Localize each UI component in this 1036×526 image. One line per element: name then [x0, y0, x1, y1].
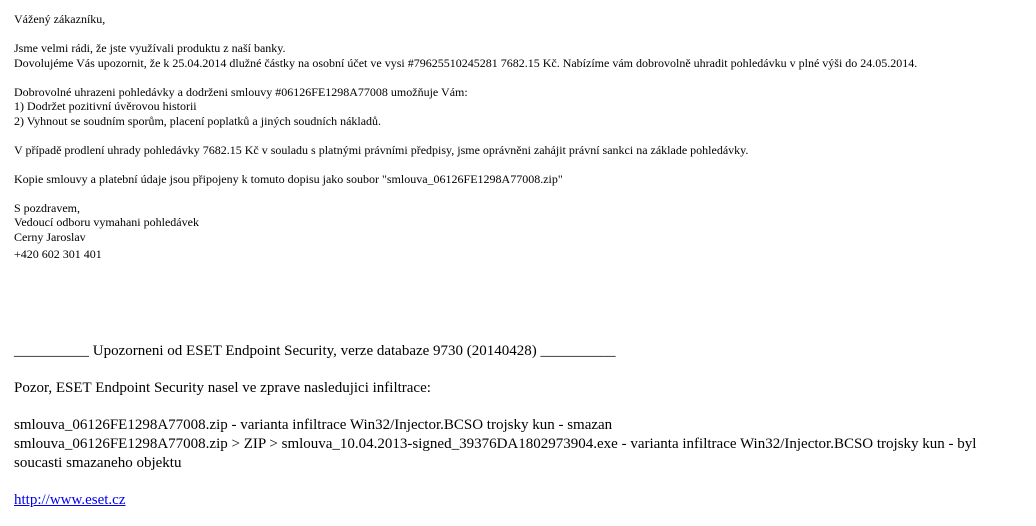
antivirus-warning: Pozor, ESET Endpoint Security nasel ve zprave nasledujici infiltrace: — [14, 380, 431, 396]
signature-title: Vedoucí odboru vymahani pohledávek — [14, 215, 199, 229]
benefit-item-1: 1) Dodržet pozitivní úvěrovou historii — [14, 99, 197, 113]
benefits-intro: Dobrovolné uhrazeni pohledávky a dodrženi smlouvy #06126FE1298A77008 umožňuje Vám: — [14, 84, 468, 99]
eset-link[interactable]: http://www.eset.cz — [14, 492, 126, 508]
debt-notice: Dovolujéme Vás upozornit, že k 25.04.2014 dlužné částky na osobní účet ve vysi #79625510245281 7682.15 Kč. Nabízíme vám dobrovolně uhradit pohledávku v plné výši do 24.05.2014. — [14, 55, 918, 70]
antivirus-header: __________ Upozorneni od ESET Endpoint Security, verze databaze 9730 (20140428) __________ — [14, 343, 616, 359]
attachment-notice: Kopie smlouvy a platební údaje jsou připojeny k tomuto dopisu jako soubor "smlouva_06126FE1298A77008.zip" — [14, 171, 563, 186]
benefit-item-2: 2) Vyhnout se soudním sporům, placení poplatků a jiných soudních nákladů. — [14, 113, 382, 128]
signature-phone: +420 602 301 401 — [14, 247, 102, 261]
intro-line: Jsme velmi rádi, že jste využívali produktu z naší banky. — [14, 41, 286, 55]
email-body — [14, 12, 1024, 262]
signature-name: Cerny Jaroslav — [14, 229, 86, 244]
sanction-warning: V případě prodlení uhrady pohledávky 7682.15 Kč v souladu s platnými právními předpisy, jsme oprávněni zahájit právní sankci na základe pohledávky. — [14, 142, 749, 157]
antivirus-notice — [14, 342, 1024, 510]
infiltration-1: smlouva_06126FE1298A77008.zip - varianta infiltrace Win32/Injector.BCSO trojsky kun - smazan — [14, 417, 613, 433]
greeting: Vážený zákazníku, — [14, 12, 106, 26]
infiltration-2: smlouva_06126FE1298A77008.zip > ZIP > smlouva_10.04.2013-signed_39376DA1802973904.exe - varianta infiltrace Win32/Injector.BCSO trojsky kun - byl soucasti smazaneho objektu — [14, 436, 977, 471]
signoff: S pozdravem, — [14, 200, 80, 215]
